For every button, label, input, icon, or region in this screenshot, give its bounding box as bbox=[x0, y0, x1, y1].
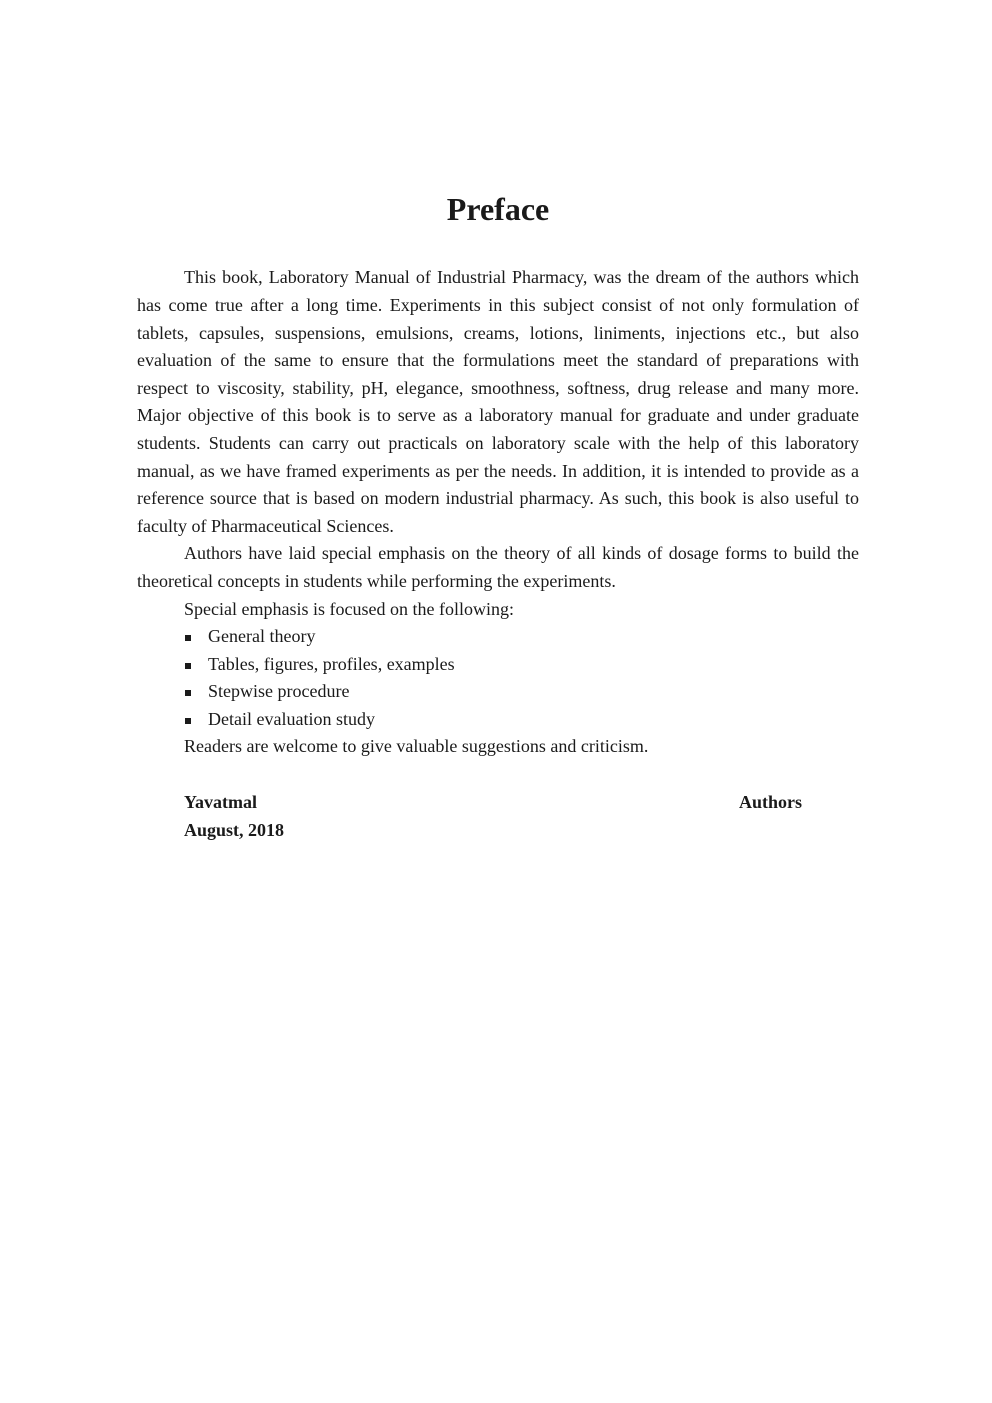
list-item-text: Detail evaluation study bbox=[208, 708, 375, 729]
list-item bbox=[184, 678, 859, 706]
emphasis-list bbox=[137, 623, 859, 733]
list-item bbox=[184, 651, 859, 679]
bullet-square-icon bbox=[185, 663, 191, 669]
signature-date: August, 2018 bbox=[184, 819, 285, 840]
paragraph-emphasis: Authors have laid special emphasis on the theory of all kinds of dosage forms to build the theoretical concepts in students while performing the experiments. bbox=[137, 543, 859, 591]
page-title: Preface bbox=[446, 191, 550, 227]
list-item-text: Tables, figures, profiles, examples bbox=[208, 653, 455, 674]
list-item-text: General theory bbox=[208, 626, 316, 647]
signature-place: Yavatmal bbox=[184, 792, 257, 813]
preface-page bbox=[137, 190, 859, 844]
bullet-square-icon bbox=[185, 718, 191, 724]
signature-block bbox=[137, 789, 802, 844]
bullet-square-icon bbox=[185, 635, 191, 641]
emphasis-intro: Special emphasis is focused on the following: bbox=[184, 598, 514, 619]
signature-author: Authors bbox=[738, 792, 802, 813]
paragraph-intro: This book, Laboratory Manual of Industrial Pharmacy, was the dream of the authors which has come true after a long time. Experiments in this subject consist of not only formulation of tablets, capsules, suspensions, emulsions, creams, lotions, liniments, injections etc., but also evaluation of the same to ensure that the formulations meet the standard of preparations with respect to viscosity, stability, pH, elegance, smoothness, softness, drug release and many more. Major objective of this book is to serve as a laboratory manual for graduate and under graduate students. Students can carry out practicals on laboratory scale with the help of this laboratory manual, as we have framed experiments as per the needs. In addition, it is intended to provide as a reference source that is based on modern industrial pharmacy. As such, this book is also useful to faculty of Pharmaceutical Sciences. bbox=[137, 267, 859, 536]
signature-row bbox=[184, 789, 802, 817]
list-item bbox=[184, 623, 859, 651]
closing-line: Readers are welcome to give valuable suggestions and criticism. bbox=[184, 736, 649, 757]
bullet-square-icon bbox=[185, 690, 191, 696]
list-item bbox=[184, 706, 859, 734]
list-item-text: Stepwise procedure bbox=[208, 681, 350, 702]
